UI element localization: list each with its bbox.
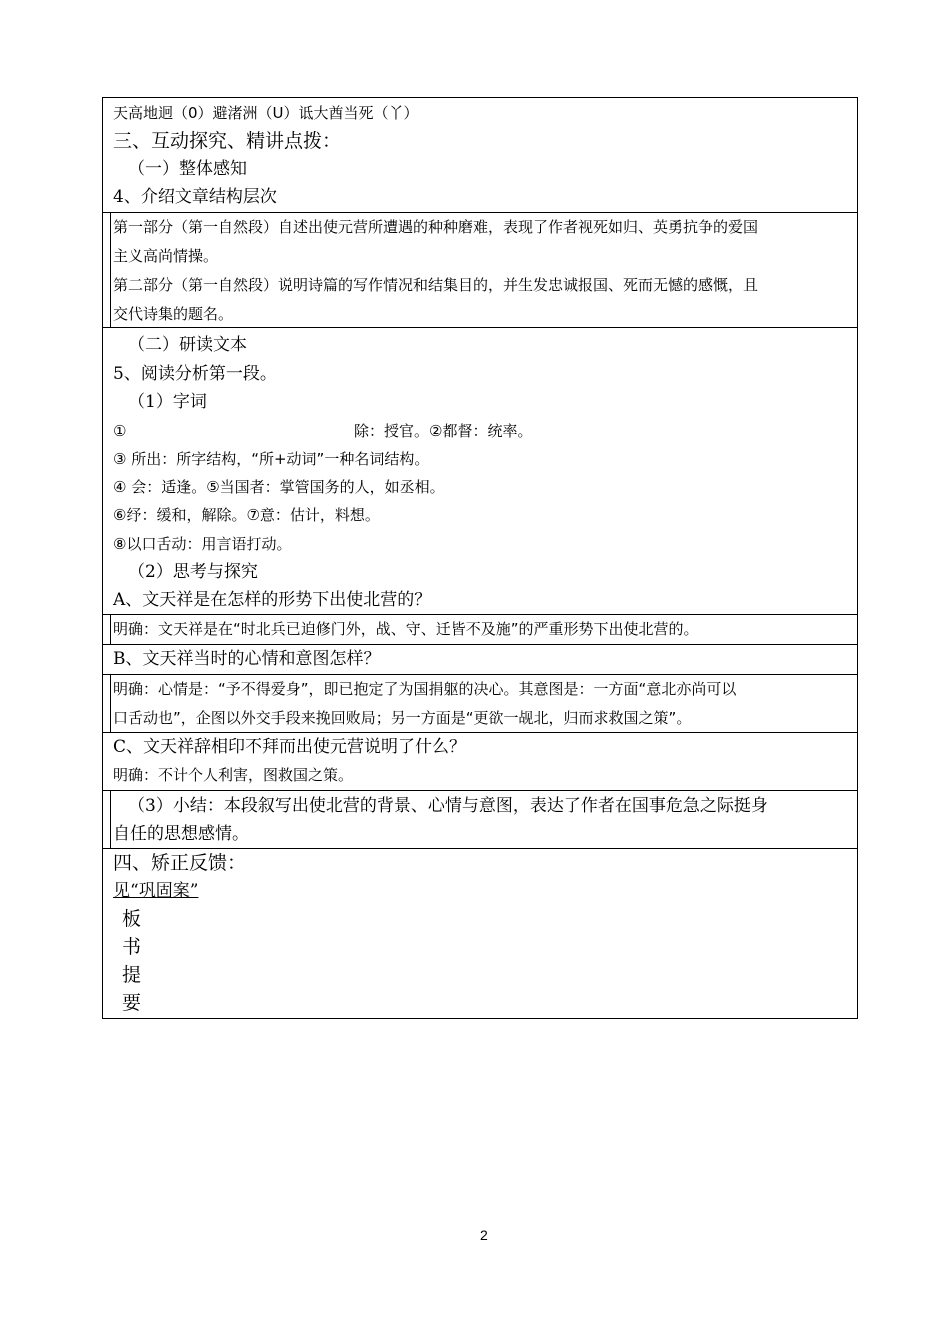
question: A、文天祥是在怎样的形势下出使北营的？ (113, 590, 432, 610)
subsection-heading: （一）整体感知 (128, 159, 247, 179)
text-line: 5、阅读分析第一段。 (113, 364, 277, 384)
text-line: 交代诗集的题名。 (113, 305, 234, 323)
text-line: 第一部分（第一自然段）自述出使元营所遭遇的种种磨难，表现了作者视死如归、英勇抗争的爱国 (113, 218, 759, 236)
divider (102, 674, 858, 675)
reference-link-text: 见“巩固案” (113, 881, 199, 901)
text-line: 提 (122, 964, 142, 986)
answer: 明确：心情是：“予不得爱身”，即已抱定了为国捐躯的决心。其意图是：一方面“意北亦尚可以 (113, 680, 737, 698)
text-line: ③ 所出：所字结构，“所+动词”一种名词结构。 (113, 450, 430, 468)
answer: 明确：不计个人利害，图救国之策。 (113, 766, 354, 784)
summary-text: （3）小结：本段叙写出使北营的背景、心情与意图，表达了作者在国事危急之际挺身 (128, 796, 768, 816)
text-line: 板 (122, 908, 142, 930)
answer: 口舌动也”，企图以外交手段来挽回败局；另一方面是“更欲一觇北，归而求救国之策”。 (113, 709, 692, 727)
divider (110, 212, 111, 327)
text-line: （1）字词 (128, 392, 207, 412)
divider (102, 327, 858, 328)
text-line: ④ 会：适逢。⑤当国者：掌管国务的人，如丞相。 (113, 478, 445, 496)
divider (102, 212, 858, 213)
text-line: 天高地迥（0）避渚洲（U）诋大酋当死（丫） (113, 104, 419, 122)
divider (110, 674, 111, 732)
question: B、文天祥当时的心情和意图怎样？ (113, 649, 381, 669)
divider (110, 790, 111, 848)
text-line: 除：授官。②都督：统率。 (354, 422, 533, 440)
divider (102, 848, 858, 849)
divider (110, 614, 111, 644)
text-line: 书 (122, 936, 142, 958)
text-line: （2）思考与探究 (128, 562, 258, 582)
text-line: 要 (122, 992, 142, 1014)
text-line: 4、介绍文章结构层次 (113, 187, 277, 207)
page-number: 2 (480, 1227, 488, 1243)
text-line: ⑧以口舌动：用言语打动。 (113, 535, 292, 553)
section-heading: 三、互动探究、精讲点拨： (113, 130, 342, 152)
answer: 明确：文天祥是在“时北兵已迫修门外，战、守、迁皆不及施”的严重形势下出使北营的。 (113, 620, 699, 638)
text-line: 第二部分（第一自然段）说明诗篇的写作情况和结集目的，并生发忠诚报国、死而无憾的感慨，且 (113, 276, 759, 294)
divider (102, 732, 858, 733)
text-line: ⑥纾：缓和，解除。⑦意：估计，料想。 (113, 506, 380, 524)
divider (102, 790, 858, 791)
question: C、文天祥辞相印不拜而出使元营说明了什么？ (113, 737, 467, 757)
subsection-heading: （二）研读文本 (128, 335, 247, 355)
divider (102, 614, 858, 615)
text-line: ① (113, 422, 127, 440)
divider (102, 644, 858, 645)
summary-text: 自任的思想感情。 (113, 824, 249, 844)
text-line: 主义高尚情操。 (113, 247, 219, 265)
section-heading: 四、矫正反馈： (113, 852, 247, 874)
